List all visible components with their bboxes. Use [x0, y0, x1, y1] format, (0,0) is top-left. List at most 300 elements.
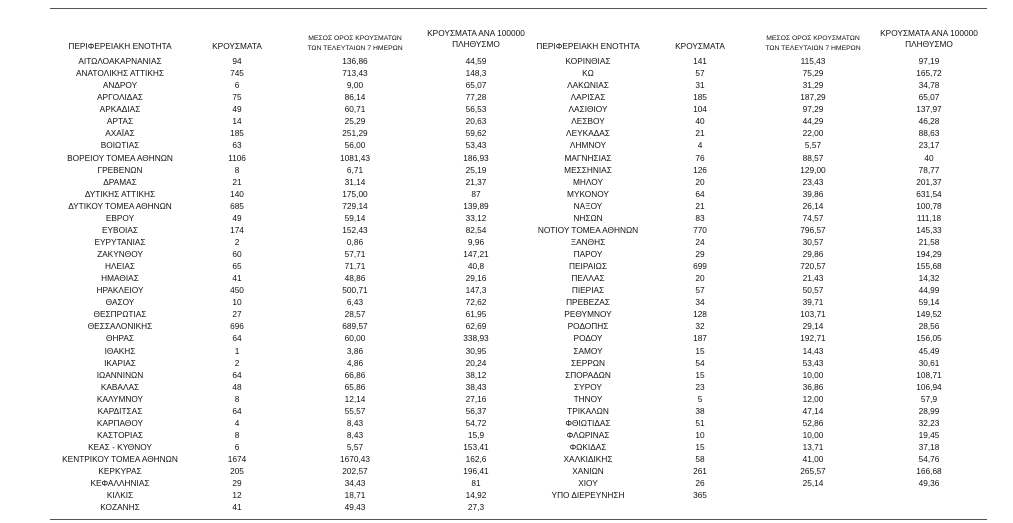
avg7-cell: 175,00	[342, 188, 368, 199]
avg7-cell: 41,00	[802, 454, 824, 465]
region-cell: ΚΕΡΚΥΡΑΣ	[98, 466, 142, 477]
per100k-cell: 72,62	[465, 297, 487, 308]
per100k-cell: 201,37	[916, 176, 942, 187]
cases-cell: 8	[234, 393, 240, 404]
per100k-cell: 40,8	[467, 261, 485, 272]
region-cell: ΛΑΣΙΘΙΟΥ	[568, 104, 608, 115]
per100k-cell: 77,28	[465, 92, 487, 103]
avg7-cell: 50,57	[802, 285, 824, 296]
per100k-cell: 40	[924, 152, 934, 163]
per100k-cell: 54,76	[918, 454, 940, 465]
per100k-cell: 155,68	[916, 261, 942, 272]
per100k-cell: 46,28	[918, 116, 940, 127]
cases-cell: 185	[693, 92, 707, 103]
region-cell: ΠΡΕΒΕΖΑΣ	[566, 297, 610, 308]
avg7-cell: 0,86	[346, 236, 364, 247]
header-cases: ΚΡΟΥΣΜΑΤΑ	[675, 41, 725, 51]
avg7-cell: 36,86	[802, 381, 824, 392]
region-cell: ΕΥΒΟΙΑΣ	[101, 224, 139, 235]
region-cell: ΘΑΣΟΥ	[105, 297, 135, 308]
region-cell: ΦΩΚΙΔΑΣ	[569, 442, 607, 452]
cases-cell: 15	[695, 442, 705, 452]
avg7-cell: 3,86	[346, 345, 364, 356]
avg7-cell: 729,14	[342, 200, 368, 211]
region-cell: ΙΘΑΚΗΣ	[104, 345, 136, 356]
avg7-cell: 29,14	[802, 321, 824, 332]
per100k-cell: 49,36	[918, 478, 940, 489]
avg7-cell: 23,43	[802, 176, 824, 187]
region-cell: ΧΑΛΚΙΔΙΚΗΣ	[563, 454, 613, 465]
avg7-cell: 21,43	[802, 273, 824, 284]
region-cell: ΝΟΤΙΟΥ ΤΟΜΕΑ ΑΘΗΝΩΝ	[537, 224, 639, 235]
cases-cell: 23	[695, 381, 705, 392]
per100k-cell: 28,99	[918, 405, 940, 416]
per100k-cell: 162,6	[465, 454, 487, 465]
region-cell: ΚΟΖΑΝΗΣ	[100, 502, 140, 513]
cases-cell: 65	[232, 261, 242, 272]
per100k-cell: 15,9	[467, 429, 485, 440]
cases-cell: 29	[695, 249, 705, 259]
cases-cell: 54	[695, 357, 705, 368]
per100k-cell: 97,19	[918, 56, 940, 66]
per100k-cell: 111,18	[916, 212, 942, 223]
cases-cell: 1674	[227, 454, 247, 465]
cases-cell: 64	[232, 405, 242, 416]
per100k-cell: 34,78	[918, 80, 940, 91]
per100k-cell: 148,3	[465, 68, 487, 79]
avg7-cell: 12,14	[344, 393, 366, 404]
region-cell: ΜΗΛΟΥ	[573, 176, 603, 187]
region-cell: ΦΘΙΩΤΙΔΑΣ	[565, 417, 611, 428]
region-cell: ΚΙΛΚΙΣ	[106, 490, 134, 501]
region-cell: ΗΜΑΘΙΑΣ	[101, 273, 139, 284]
region-cell: ΑΝΔΡΟΥ	[102, 80, 138, 91]
avg7-cell: 28,57	[344, 309, 366, 320]
cases-cell: 24	[695, 236, 705, 247]
per100k-cell: 56,37	[465, 405, 487, 416]
region-cell: ΡΟΔΟΠΗΣ	[567, 321, 609, 332]
avg7-cell: 74,57	[802, 212, 824, 223]
avg7-cell: 8,43	[346, 417, 364, 428]
per100k-cell: 38,12	[465, 369, 487, 380]
per100k-cell: 65,07	[918, 92, 940, 103]
per100k-cell: 186,93	[463, 152, 489, 163]
cases-cell: 5	[697, 393, 703, 404]
region-cell: ΙΚΑΡΙΑΣ	[104, 357, 136, 368]
avg7-cell: 187,29	[800, 92, 826, 103]
avg7-cell: 129,00	[800, 164, 826, 175]
cases-cell: 58	[695, 454, 705, 465]
per100k-cell: 338,93	[463, 333, 489, 344]
cases-cell: 38	[695, 405, 705, 416]
avg7-cell: 12,00	[802, 393, 824, 404]
per100k-cell: 137,97	[916, 104, 942, 115]
cases-cell: 29	[232, 478, 242, 489]
per100k-cell: 37,18	[918, 442, 940, 452]
cases-cell: 4	[697, 140, 703, 151]
per100k-cell: 19,45	[918, 429, 940, 440]
region-cell: ΣΥΡΟΥ	[574, 381, 602, 392]
avg7-cell: 103,71	[800, 309, 826, 320]
per100k-cell: 33,12	[465, 212, 487, 223]
per100k-cell: 194,29	[916, 249, 942, 259]
per100k-cell: 53,43	[465, 140, 487, 151]
region-cell: ΣΠΟΡΑΔΩΝ	[565, 369, 611, 380]
avg7-cell: 31,14	[344, 176, 366, 187]
per100k-cell: 100,78	[916, 200, 942, 211]
region-cell: ΚΑΡΠΑΘΟΥ	[96, 417, 144, 428]
region-cell: ΤΡΙΚΑΛΩΝ	[567, 405, 609, 416]
cases-cell: 63	[232, 140, 242, 151]
cases-cell: 60	[232, 249, 242, 259]
avg7-cell: 75,29	[802, 68, 824, 79]
cases-cell: 205	[230, 466, 244, 477]
avg7-cell: 59,14	[344, 212, 366, 223]
region-cell: ΜΕΣΣΗΝΙΑΣ	[564, 164, 612, 175]
cases-cell: 41	[232, 273, 242, 284]
cases-cell: 48	[232, 381, 242, 392]
per100k-cell: 29,16	[465, 273, 487, 284]
per100k-cell: 166,68	[916, 466, 942, 477]
cases-cell: 15	[695, 369, 705, 380]
per100k-cell: 147,3	[465, 285, 487, 296]
per100k-cell: 23,17	[918, 140, 940, 151]
cases-cell: 185	[230, 128, 244, 139]
avg7-cell: 86,14	[344, 92, 366, 103]
avg7-cell: 31,29	[802, 80, 824, 91]
avg7-cell: 39,71	[802, 297, 824, 308]
region-cell: ΠΕΙΡΑΙΩΣ	[569, 261, 607, 272]
avg7-cell: 8,43	[346, 429, 364, 440]
cases-cell: 10	[232, 297, 242, 308]
cases-cell: 14	[232, 116, 242, 127]
per100k-cell: 165,72	[916, 68, 942, 79]
avg7-cell: 689,57	[342, 321, 368, 332]
cases-cell: 4	[234, 417, 240, 428]
avg7-cell: 39,86	[802, 188, 824, 199]
region-cell: ΔΡΑΜΑΣ	[103, 176, 137, 187]
avg7-cell: 49,43	[344, 502, 366, 513]
region-cell: ΛΗΜΝΟΥ	[569, 140, 607, 151]
avg7-cell: 97,29	[802, 104, 824, 115]
avg7-cell: 192,71	[800, 333, 826, 344]
region-cell: ΣΕΡΡΩΝ	[571, 357, 605, 368]
avg7-cell: 65,86	[344, 381, 366, 392]
per100k-cell: 631,54	[916, 188, 942, 199]
per100k-cell: 82,54	[465, 224, 487, 235]
cases-cell: 15	[695, 345, 705, 356]
region-cell: ΞΑΝΘΗΣ	[570, 236, 606, 247]
cases-cell: 20	[695, 176, 705, 187]
per100k-cell: 30,95	[465, 345, 487, 356]
header-per100k: ΚΡΟΥΣΜΑΤΑ ΑΝΑ 100000 ΠΛΗΘΥΣΜΟ	[427, 28, 525, 49]
cases-cell: 365	[693, 490, 707, 501]
avg7-cell: 44,29	[802, 116, 824, 127]
avg7-cell: 1081,43	[340, 152, 370, 163]
per100k-cell: 59,14	[918, 297, 940, 308]
region-cell: ΚΩ	[582, 68, 594, 79]
cases-cell: 187	[693, 333, 707, 344]
region-cell: ΚΕΑΣ - ΚΥΘΝΟΥ	[88, 442, 152, 452]
region-cell: ΠΕΛΛΑΣ	[571, 273, 605, 284]
region-cell: ΦΛΩΡΙΝΑΣ	[566, 429, 610, 440]
avg7-cell: 53,43	[802, 357, 824, 368]
cases-cell: 34	[695, 297, 705, 308]
bottom-rule	[50, 519, 987, 520]
cases-cell: 126	[693, 164, 707, 175]
avg7-cell: 13,71	[802, 442, 824, 452]
avg7-cell: 500,71	[342, 285, 368, 296]
per100k-cell: 44,59	[465, 56, 487, 66]
region-cell: ΝΗΣΩΝ	[573, 212, 603, 223]
avg7-cell: 56,00	[344, 140, 366, 151]
avg7-cell: 6,71	[346, 164, 364, 175]
cases-cell: 64	[232, 333, 242, 344]
per100k-cell: 81	[471, 478, 481, 489]
cases-cell: 2	[234, 357, 240, 368]
cases-cell: 27	[232, 309, 242, 320]
per100k-cell: 139,89	[463, 200, 489, 211]
per100k-cell: 87	[471, 188, 481, 199]
avg7-cell: 10,00	[802, 429, 824, 440]
avg7-cell: 5,57	[346, 442, 364, 452]
avg7-cell: 25,29	[344, 116, 366, 127]
avg7-cell: 60,00	[344, 333, 366, 344]
header-avg7: ΜΕΣΟΣ ΟΡΟΣ ΚΡΟΥΣΜΑΤΩΝ ΤΩΝ ΤΕΛΕΥΤΑΙΩΝ 7 ΗΜΕΡΩΝ	[307, 35, 403, 52]
per100k-cell: 88,63	[918, 128, 940, 139]
cases-cell: 76	[695, 152, 705, 163]
per100k-cell: 44,99	[918, 285, 940, 296]
cases-cell: 450	[230, 285, 244, 296]
avg7-cell: 5,57	[804, 140, 822, 151]
cases-cell: 174	[230, 224, 244, 235]
region-cell: ΚΟΡΙΝΘΙΑΣ	[565, 56, 611, 66]
avg7-cell: 18,71	[344, 490, 366, 501]
region-cell: ΑΡΚΑΔΙΑΣ	[99, 104, 141, 115]
region-cell: ΛΑΡΙΣΑΣ	[570, 92, 606, 103]
avg7-cell: 202,57	[342, 466, 368, 477]
per100k-cell: 65,07	[465, 80, 487, 91]
top-rule	[50, 8, 987, 9]
cases-cell: 64	[695, 188, 705, 199]
region-cell: ΣΑΜΟΥ	[573, 345, 603, 356]
region-cell: ΚΑΡΔΙΤΣΑΣ	[97, 405, 143, 416]
avg7-cell: 57,71	[344, 249, 366, 259]
per100k-cell: 108,71	[916, 369, 942, 380]
cases-cell: 141	[693, 56, 707, 66]
region-cell: ΗΛΕΙΑΣ	[104, 261, 136, 272]
region-cell: ΛΑΚΩΝΙΑΣ	[567, 80, 609, 91]
avg7-cell: 52,86	[802, 417, 824, 428]
avg7-cell: 22,00	[802, 128, 824, 139]
per100k-cell: 32,23	[918, 417, 940, 428]
avg7-cell: 152,43	[342, 224, 368, 235]
region-cell: ΗΡΑΚΛΕΙΟΥ	[96, 285, 144, 296]
cases-cell: 685	[230, 200, 244, 211]
region-cell: ΔΥΤΙΚΗΣ ΑΤΤΙΚΗΣ	[84, 188, 156, 199]
avg7-cell: 60,71	[344, 104, 366, 115]
per100k-cell: 30,61	[918, 357, 940, 368]
avg7-cell: 136,86	[342, 56, 368, 66]
cases-cell: 94	[232, 56, 242, 66]
avg7-cell: 47,14	[802, 405, 824, 416]
avg7-cell: 30,57	[802, 236, 824, 247]
per100k-cell: 20,24	[465, 357, 487, 368]
cases-cell: 1106	[228, 152, 246, 163]
region-cell: ΓΡΕΒΕΝΩΝ	[97, 164, 143, 175]
per100k-cell: 61,95	[465, 309, 487, 320]
region-cell: ΚΑΒΑΛΑΣ	[100, 381, 140, 392]
per100k-cell: 62,69	[465, 321, 487, 332]
per100k-cell: 38,43	[465, 381, 487, 392]
avg7-cell: 720,57	[800, 261, 826, 272]
avg7-cell: 26,14	[802, 200, 824, 211]
region-cell: ΚΕΦΑΛΛΗΝΙΑΣ	[90, 478, 150, 489]
per100k-cell: 196,41	[463, 466, 489, 477]
cases-cell: 51	[695, 417, 705, 428]
per100k-cell: 59,62	[465, 128, 487, 139]
cases-cell: 21	[695, 128, 705, 139]
avg7-cell: 115,43	[800, 56, 826, 66]
region-cell: ΔΥΤΙΚΟΥ ΤΟΜΕΑ ΑΘΗΝΩΝ	[68, 200, 172, 211]
region-cell: ΖΑΚΥΝΘΟΥ	[97, 249, 143, 259]
cases-cell: 31	[695, 80, 705, 91]
cases-cell: 83	[695, 212, 705, 223]
per100k-cell: 9,96	[467, 236, 485, 247]
per100k-cell: 153,41	[463, 442, 489, 452]
cases-cell: 1	[234, 345, 240, 356]
region-cell: ΥΠΟ ΔΙΕΡΕΥΝΗΣΗ	[551, 490, 625, 501]
avg7-cell: 25,14	[802, 478, 824, 489]
region-cell: ΘΗΡΑΣ	[105, 333, 135, 344]
avg7-cell: 1670,43	[340, 454, 370, 465]
header-avg7: ΜΕΣΟΣ ΟΡΟΣ ΚΡΟΥΣΜΑΤΩΝ ΤΩΝ ΤΕΛΕΥΤΑΙΩΝ 7 ΗΜΕΡΩΝ	[765, 35, 861, 52]
cases-cell: 26	[695, 478, 705, 489]
region-cell: ΛΕΣΒΟΥ	[571, 116, 605, 127]
per100k-cell: 57,9	[920, 393, 938, 404]
region-cell: ΤΗΝΟΥ	[573, 393, 603, 404]
cases-cell: 12	[232, 490, 242, 501]
per100k-cell: 27,16	[465, 393, 487, 404]
avg7-cell: 66,86	[344, 369, 366, 380]
avg7-cell: 10,00	[802, 369, 824, 380]
region-cell: ΡΕΘΥΜΝΟΥ	[564, 309, 612, 320]
header-per100k: ΚΡΟΥΣΜΑΤΑ ΑΝΑ 100000 ΠΛΗΘΥΣΜΟ	[880, 28, 978, 49]
avg7-cell: 29,86	[802, 249, 824, 259]
per100k-cell: 56,53	[465, 104, 487, 115]
per100k-cell: 78,77	[918, 164, 940, 175]
cases-cell: 2	[234, 236, 240, 247]
avg7-cell: 265,57	[800, 466, 826, 477]
per100k-cell: 147,21	[463, 249, 489, 259]
cases-cell: 21	[695, 200, 705, 211]
per100k-cell: 54,72	[465, 417, 487, 428]
avg7-cell: 713,43	[342, 68, 368, 79]
region-cell: ΚΕΝΤΡΙΚΟΥ ΤΟΜΕΑ ΑΘΗΝΩΝ	[62, 454, 178, 465]
cases-cell: 75	[232, 92, 242, 103]
region-cell: ΠΙΕΡΙΑΣ	[571, 285, 605, 296]
cases-cell: 261	[693, 466, 707, 477]
per100k-cell: 149,52	[916, 309, 942, 320]
per100k-cell: 20,63	[465, 116, 487, 127]
region-cell: ΚΑΛΥΜΝΟΥ	[96, 393, 144, 404]
avg7-cell: 34,43	[344, 478, 366, 489]
region-cell: ΑΧΑΪΑΣ	[105, 128, 135, 139]
cases-cell: 40	[695, 116, 705, 127]
avg7-cell: 88,57	[802, 152, 824, 163]
avg7-cell: 48,86	[344, 273, 366, 284]
region-cell: ΑΡΓΟΛΙΔΑΣ	[97, 92, 143, 103]
cases-cell: 41	[232, 502, 242, 513]
region-cell: ΕΒΡΟΥ	[105, 212, 135, 223]
region-cell: ΧΙΟΥ	[578, 478, 598, 489]
cases-cell: 104	[693, 104, 707, 115]
cases-cell: 699	[693, 261, 707, 272]
cases-cell: 21	[232, 176, 242, 187]
per100k-cell: 14,32	[918, 273, 940, 284]
region-cell: ΕΥΡΥΤΑΝΙΑΣ	[94, 236, 146, 247]
region-cell: ΑΙΤΩΛΟΑΚΑΡΝΑΝΙΑΣ	[78, 56, 162, 66]
region-cell: ΑΡΤΑΣ	[106, 116, 134, 127]
avg7-cell: 251,29	[342, 128, 368, 139]
cases-cell: 745	[230, 68, 244, 79]
cases-cell: 57	[695, 285, 705, 296]
avg7-cell: 55,57	[344, 405, 366, 416]
avg7-cell: 4,86	[346, 357, 364, 368]
region-cell: ΜΑΓΝΗΣΙΑΣ	[564, 152, 612, 163]
region-cell: ΠΑΡΟΥ	[573, 249, 603, 259]
region-cell: ΧΑΝΙΩΝ	[572, 466, 604, 477]
region-cell: ΑΝΑΤΟΛΙΚΗΣ ΑΤΤΙΚΗΣ	[75, 68, 165, 79]
cases-cell: 32	[695, 321, 705, 332]
per100k-cell: 45,49	[918, 345, 940, 356]
region-cell: ΒΟΡΕΙΟΥ ΤΟΜΕΑ ΑΘΗΝΩΝ	[67, 152, 173, 163]
per100k-cell: 106,94	[916, 381, 942, 392]
cases-cell: 64	[232, 369, 242, 380]
per100k-cell: 21,37	[465, 176, 487, 187]
per100k-cell: 27,3	[467, 502, 485, 513]
cases-cell: 49	[232, 212, 242, 223]
cases-cell: 8	[234, 164, 240, 175]
cases-cell: 6	[234, 80, 240, 91]
cases-cell: 770	[693, 224, 707, 235]
region-cell: ΙΩΑΝΝΙΝΩΝ	[96, 369, 144, 380]
avg7-cell: 14,43	[802, 345, 824, 356]
avg7-cell: 6,43	[346, 297, 364, 308]
per100k-cell: 25,19	[465, 164, 487, 175]
region-cell: ΒΟΙΩΤΙΑΣ	[100, 140, 140, 151]
avg7-cell: 796,57	[800, 224, 826, 235]
header-region: ΠΕΡΙΦΕΡΕΙΑΚΗ ΕΝΟΤΗΤΑ	[68, 41, 172, 51]
region-cell: ΡΟΔΟΥ	[573, 333, 603, 344]
cases-cell: 128	[693, 309, 707, 320]
avg7-cell: 9,00	[346, 80, 364, 91]
per100k-cell: 21,58	[918, 236, 940, 247]
avg7-cell: 71,71	[344, 261, 366, 272]
cases-cell: 10	[695, 429, 705, 440]
cases-cell: 49	[232, 104, 242, 115]
region-cell: ΚΑΣΤΟΡΙΑΣ	[96, 429, 144, 440]
region-cell: ΘΕΣΣΑΛΟΝΙΚΗΣ	[87, 321, 153, 332]
cases-cell: 20	[695, 273, 705, 284]
cases-cell: 6	[234, 442, 240, 452]
region-cell: ΘΕΣΠΡΩΤΙΑΣ	[93, 309, 147, 320]
region-cell: ΝΑΞΟΥ	[573, 200, 603, 211]
cases-cell: 8	[234, 429, 240, 440]
per100k-cell: 156,05	[916, 333, 942, 344]
per100k-cell: 14,92	[465, 490, 487, 501]
cases-cell: 57	[695, 68, 705, 79]
